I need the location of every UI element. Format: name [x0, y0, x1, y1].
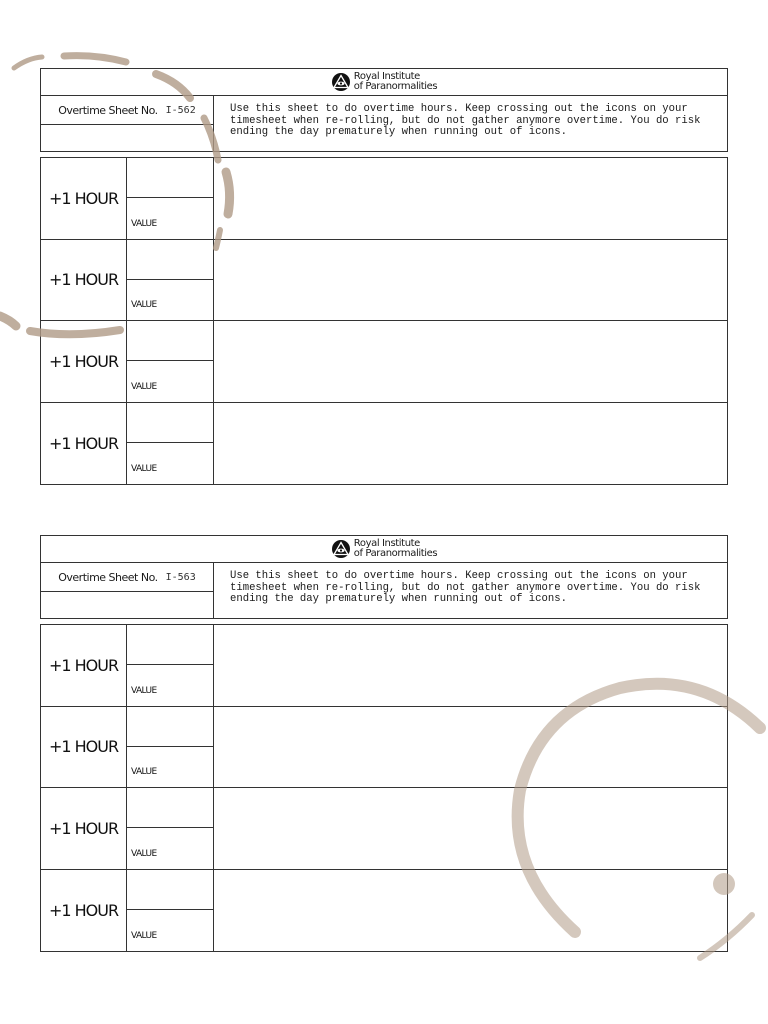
sheet-header [40, 535, 728, 619]
icon-slot[interactable] [127, 625, 213, 665]
overtime-row [41, 625, 727, 707]
overtime-row [41, 707, 727, 789]
hour-cell [41, 321, 127, 402]
notes-field[interactable] [214, 870, 727, 952]
organization-name-line2: of Paranormalities [353, 81, 438, 92]
sheet-number-label: Overtime Sheet No. [58, 103, 158, 117]
value-label: VALUE [131, 685, 157, 696]
hour-cell [41, 870, 127, 952]
overtime-row [41, 158, 727, 240]
notes-field[interactable] [214, 707, 727, 788]
overtime-row [41, 870, 727, 952]
organization-name-line1: Royal Institute [353, 71, 420, 82]
icon-slot[interactable] [127, 707, 213, 747]
value-label: VALUE [131, 767, 157, 777]
value-label: VALUE [131, 218, 157, 229]
sheet-blank-field[interactable] [41, 592, 214, 618]
title-bar [41, 536, 727, 563]
hour-label: +1 HOUR [48, 818, 119, 838]
sheet-number-cell [41, 96, 214, 125]
notes-field[interactable] [214, 240, 727, 321]
notes-field[interactable] [214, 403, 727, 485]
hour-label: +1 HOUR [48, 737, 119, 757]
icon-cell [127, 707, 214, 788]
instructions-text: Use this sheet to do overtime hours. Keep crossing out the icons on your timesheet when re-rolling, but do not gather anymore overtime. You do risk ending the day prematurely when running out of icons. [230, 570, 701, 605]
notes-field[interactable] [214, 788, 727, 869]
overtime-rows [40, 624, 728, 952]
icon-slot[interactable] [127, 870, 213, 911]
hour-label: +1 HOUR [48, 900, 119, 920]
overtime-sheet-1 [40, 68, 728, 485]
icon-cell [127, 788, 214, 869]
sheet-blank-field[interactable] [41, 125, 214, 151]
value-label: VALUE [131, 464, 157, 474]
hour-label: +1 HOUR [48, 655, 119, 675]
overtime-row [41, 321, 727, 403]
overtime-row [41, 788, 727, 870]
icon-cell [127, 625, 214, 706]
overtime-sheet-2 [40, 535, 728, 952]
overtime-rows [40, 157, 728, 485]
hour-cell [41, 403, 127, 485]
overtime-row [41, 240, 727, 322]
value-label: VALUE [131, 300, 157, 310]
organization-logo [331, 72, 437, 92]
overtime-row [41, 403, 727, 485]
organization-name [354, 72, 437, 92]
organization-logo [331, 539, 437, 559]
icon-cell [127, 870, 214, 952]
sheet-header [40, 68, 728, 152]
value-label: VALUE [131, 931, 157, 941]
value-label: VALUE [131, 848, 157, 859]
sheet-number-label: Overtime Sheet No. [58, 570, 158, 584]
sheet-number-value: I-562 [165, 104, 196, 116]
organization-name-line1: Royal Institute [353, 538, 420, 549]
hour-label: +1 HOUR [48, 351, 119, 371]
hour-cell [41, 158, 127, 239]
icon-cell [127, 158, 214, 239]
icon-slot[interactable] [127, 321, 213, 361]
sheet-number-value: I-563 [165, 571, 196, 583]
notes-field[interactable] [214, 158, 727, 239]
hour-label: +1 HOUR [48, 270, 119, 290]
icon-cell [127, 403, 214, 485]
organization-name-line2: of Paranormalities [353, 548, 438, 559]
icon-slot[interactable] [127, 788, 213, 828]
hour-label: +1 HOUR [48, 433, 119, 453]
instructions-text: Use this sheet to do overtime hours. Keep crossing out the icons on your timesheet when re-rolling, but do not gather anymore overtime. You do risk ending the day prematurely when running out of icons. [230, 103, 701, 138]
icon-cell [127, 240, 214, 321]
notes-field[interactable] [214, 625, 727, 706]
organization-name [354, 539, 437, 559]
hour-cell [41, 240, 127, 321]
icon-cell [127, 321, 214, 402]
sheet-number-cell [41, 563, 214, 592]
hour-cell [41, 625, 127, 706]
icon-slot[interactable] [127, 403, 213, 444]
hour-cell [41, 707, 127, 788]
triangle-eye-icon [331, 539, 351, 559]
hour-cell [41, 788, 127, 869]
hour-label: +1 HOUR [48, 188, 119, 208]
value-label: VALUE [131, 381, 157, 392]
icon-slot[interactable] [127, 158, 213, 198]
icon-slot[interactable] [127, 240, 213, 280]
title-bar [41, 69, 727, 96]
triangle-eye-icon [331, 72, 351, 92]
notes-field[interactable] [214, 321, 727, 402]
